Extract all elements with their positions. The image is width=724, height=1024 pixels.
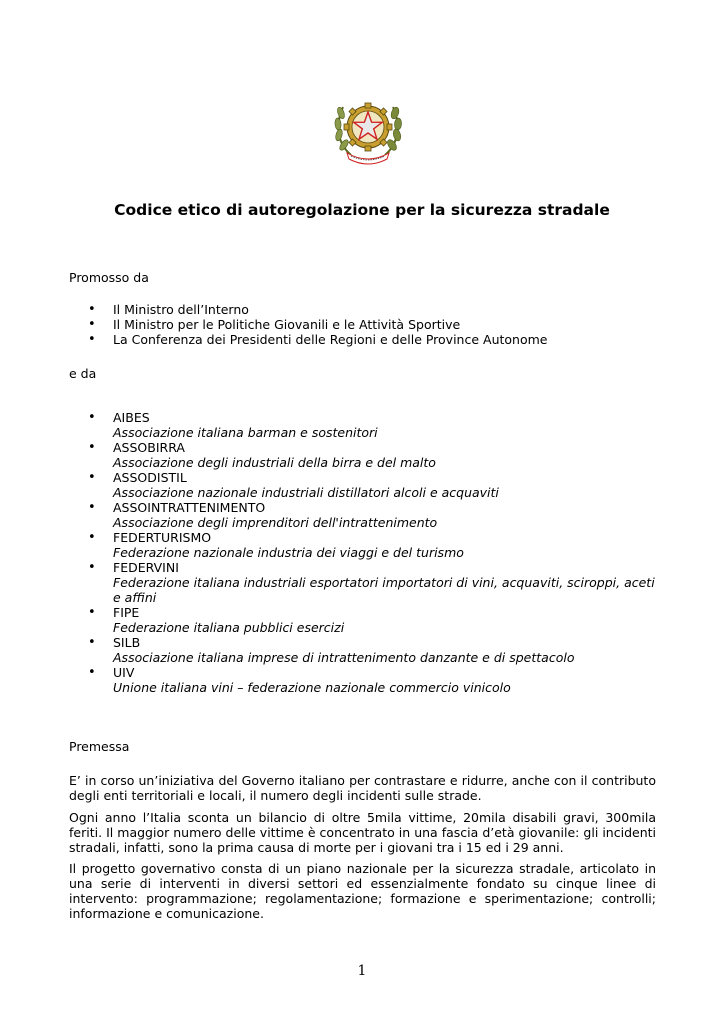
association-description: Associazione italiana imprese di intrattenimento danzante e di spettacolo	[113, 650, 575, 665]
association-name: • FIPE	[113, 605, 140, 620]
preamble-heading: Premessa	[69, 739, 130, 754]
association-name: • UIV	[113, 665, 135, 680]
list-item: • Il Ministro dell’Interno	[69, 302, 659, 317]
page-number: 1	[357, 963, 367, 979]
association-name: • ASSODISTIL	[113, 470, 187, 485]
association-description: Associazione nazionale industriali distillatori alcoli e acquaviti	[113, 485, 499, 500]
list-item: • Il Ministro per le Politiche Giovanili e le Attività Sportive	[69, 317, 659, 332]
association-description: Associazione italiana barman e sostenitori	[113, 425, 378, 440]
association-description: Federazione italiana pubblici esercizi	[113, 620, 345, 635]
list-item	[69, 530, 659, 560]
italian-republic-emblem-icon	[333, 91, 403, 167]
association-name: • AIBES	[113, 410, 150, 425]
list-item	[69, 410, 659, 440]
list-item	[69, 605, 659, 635]
list-item	[69, 440, 659, 470]
paragraph: Il progetto governativo consta di un piano nazionale per la sicurezza stradale, articolato in una serie di interventi in diversi settori ed essenzialmente fondato su cinque linee di intervento: programmazione; regolamentazione; formazione e sperimentazione; controlli; informazione e comunicazione.	[69, 861, 656, 921]
promoters-list	[69, 302, 659, 347]
associations-list	[69, 410, 659, 695]
list-item	[69, 500, 659, 530]
association-name: • ASSOBIRRA	[113, 440, 185, 455]
association-name: • SILB	[113, 635, 141, 650]
and-by-label: e da	[69, 366, 97, 381]
list-item	[69, 470, 659, 500]
association-description: Federazione nazionale industria dei viaggi e del turismo	[113, 545, 464, 560]
association-description: Unione italiana vini – federazione nazionale commercio vinicolo	[113, 680, 511, 695]
paragraph: E’ in corso un’iniziativa del Governo italiano per contrastare e ridurre, anche con il contributo degli enti territoriali e locali, il numero degli incidenti sulle strade.	[69, 773, 656, 803]
association-description: Associazione degli industriali della birra e del malto	[113, 455, 436, 470]
list-item	[69, 665, 659, 695]
association-name: • FEDERVINI	[113, 560, 179, 575]
document-title: Codice etico di autoregolazione per la sicurezza stradale	[114, 201, 610, 219]
promoted-by-label: Promosso da	[69, 270, 149, 285]
association-name: • ASSOINTRATTENIMENTO	[113, 500, 266, 515]
list-item: • La Conferenza dei Presidenti delle Regioni e delle Province Autonome	[69, 332, 659, 347]
list-item	[69, 635, 659, 665]
list-item	[69, 560, 659, 605]
paragraph: Ogni anno l’Italia sconta un bilancio di oltre 5mila vittime, 20mila disabili gravi, 300mila feriti. Il maggior numero delle vittime è concentrato in una fascia d’età giovanile: gli incidenti stradali, infatti, sono la prima causa di morte per i giovani tra i 15 ed i 29 anni.	[69, 810, 656, 855]
association-description: Federazione italiana industriali esportatori importatori di vini, acquaviti, sciroppi, aceti e affini	[113, 575, 655, 605]
association-description: Associazione degli imprenditori dell'intrattenimento	[113, 515, 438, 530]
association-name: • FEDERTURISMO	[113, 530, 212, 545]
